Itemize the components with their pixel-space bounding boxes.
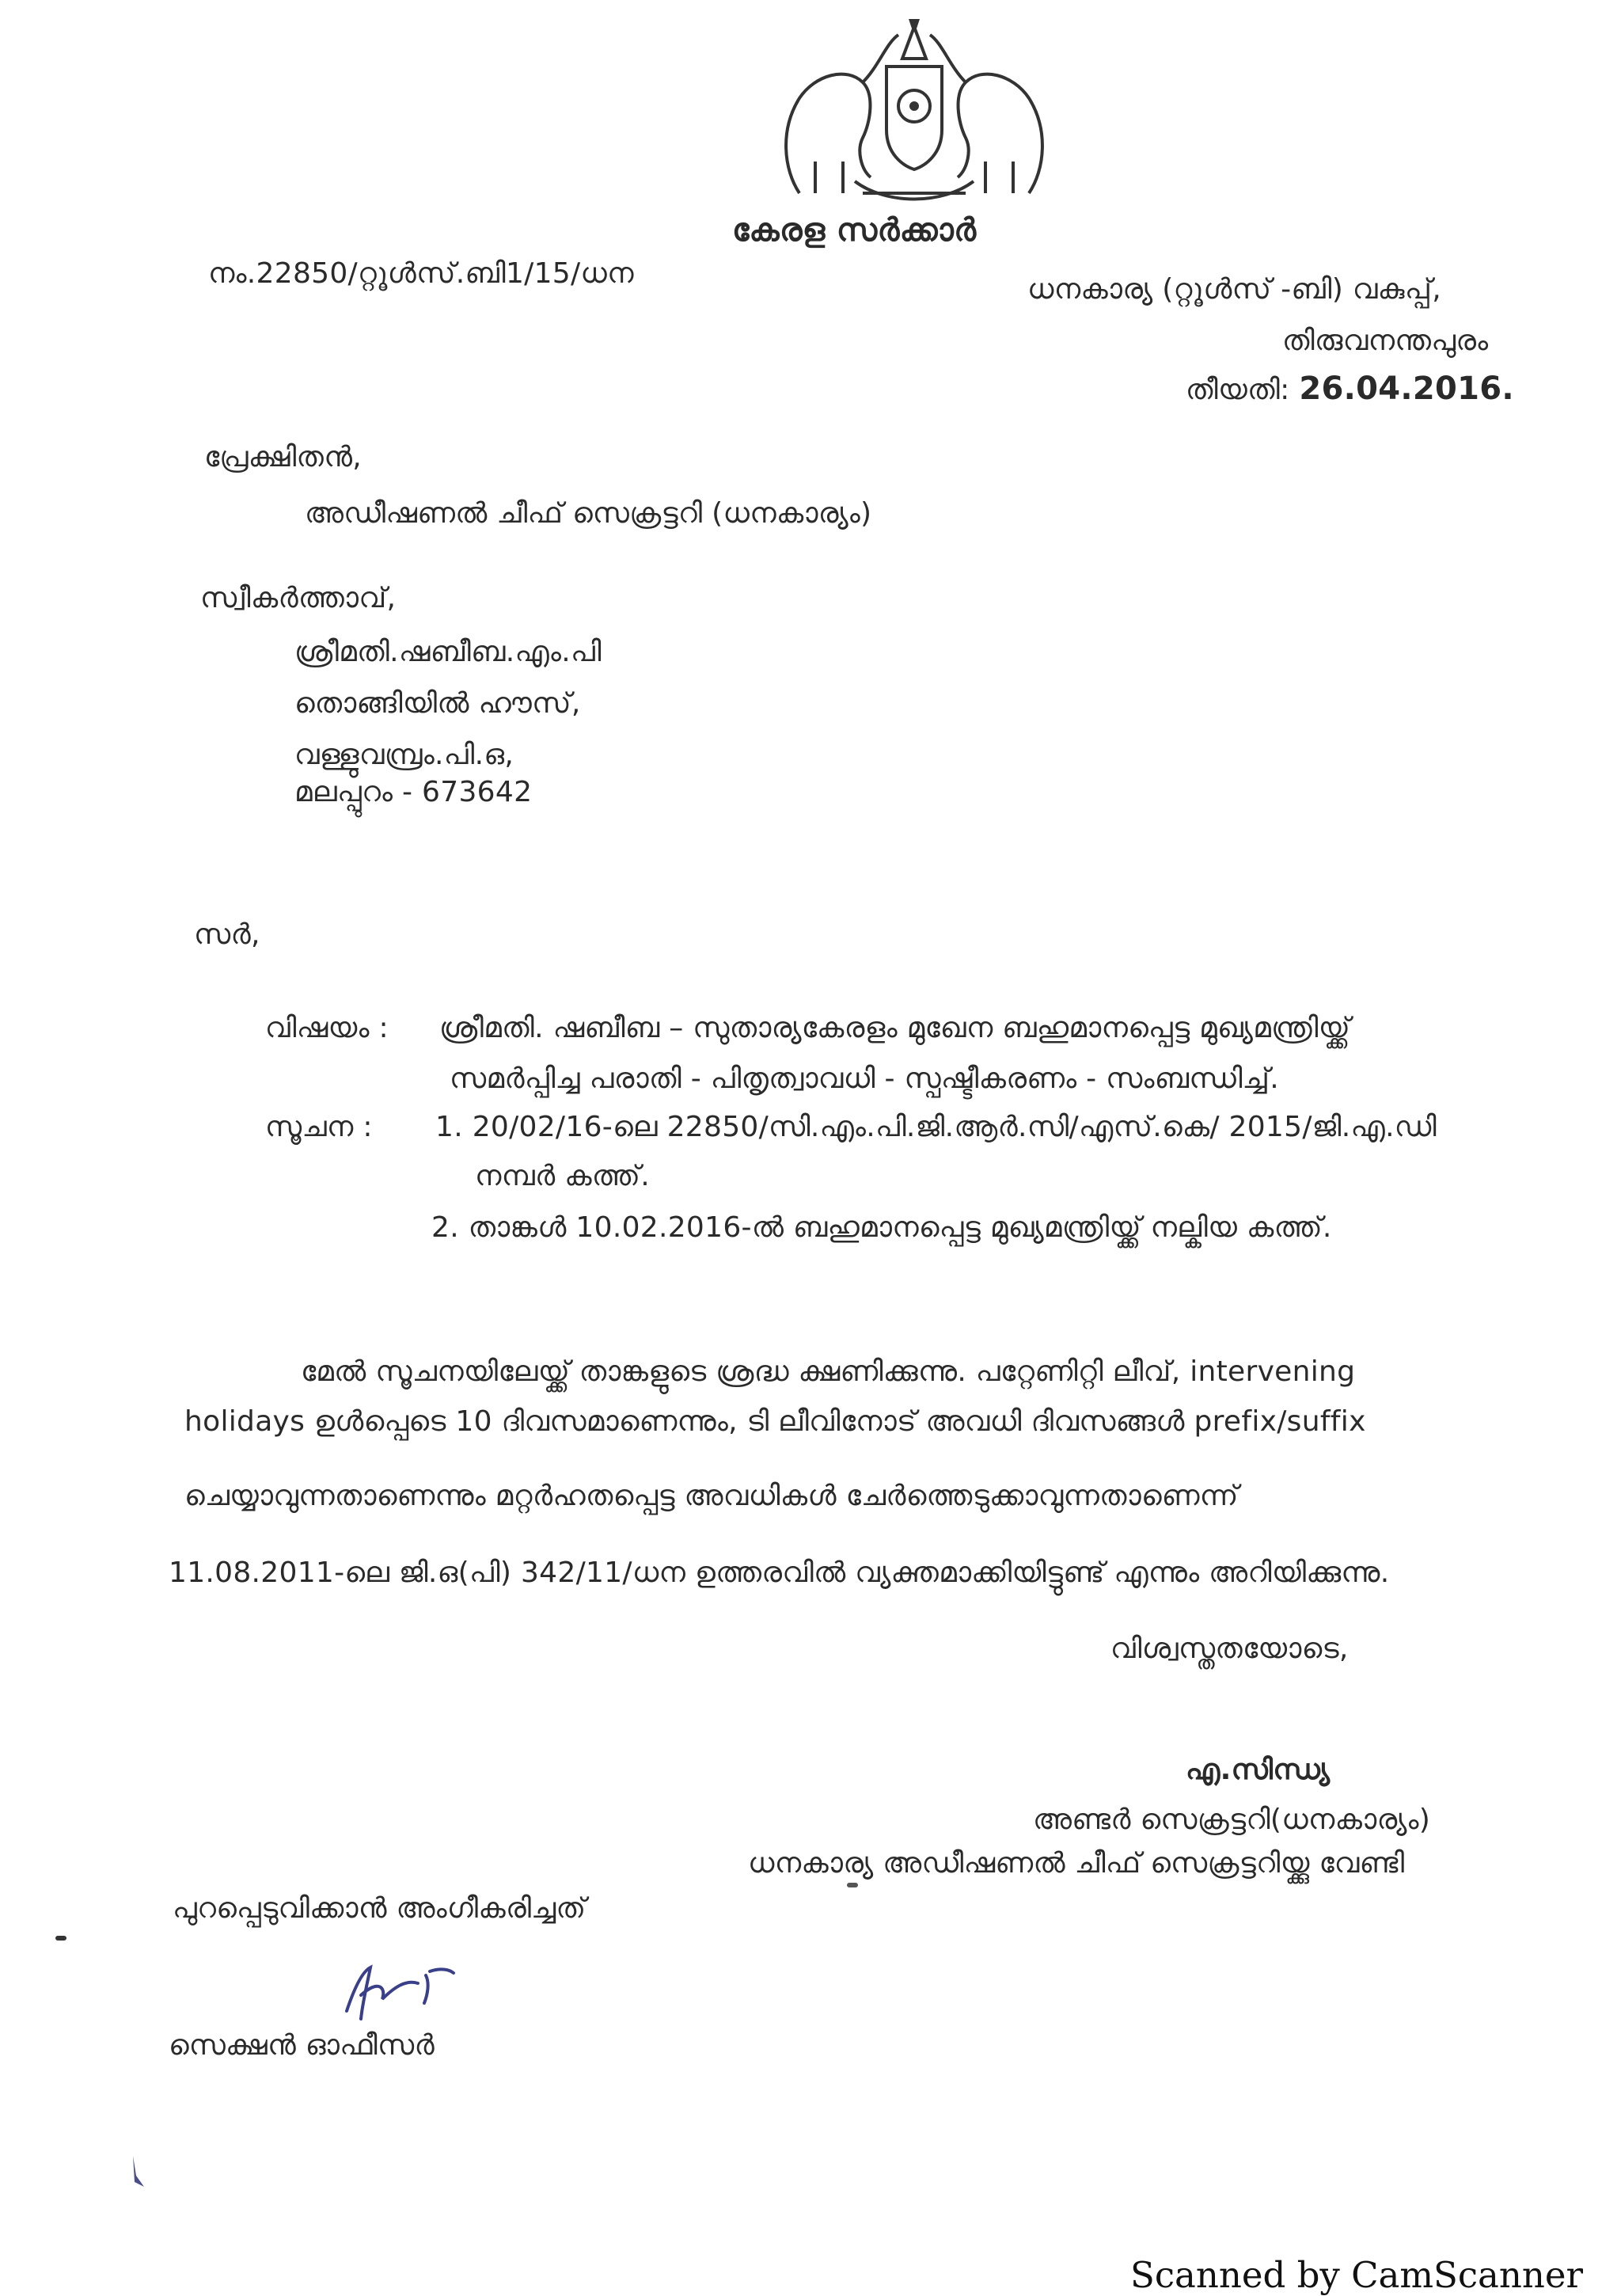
approval-text: പുറപ്പെടുവിക്കാൻ അംഗീകരിച്ചത് <box>173 1892 587 1925</box>
signatory-designation: അണ്ടർ സെക്രട്ടറി(ധനകാര്യം) <box>1033 1804 1431 1836</box>
signatory-name: എ.സിന്ധ്യ <box>1186 1754 1331 1786</box>
reference-item: 2. താങ്കൾ 10.02.2016-ൽ ബഹുമാനപ്പെട്ട മുഖ്യമന്ത്രിയ്ക്ക് നല്കിയ കത്ത്. <box>431 1211 1332 1244</box>
sender-name: അഡീഷണൽ ചീഫ് സെക്രട്ടറി (ധനകാര്യം) <box>305 497 872 530</box>
salutation: സർ, <box>194 918 260 951</box>
date-line <box>1186 371 1514 407</box>
subject-line: സമർപ്പിച്ച പരാതി - പിതൃത്വാവധി - സ്പഷ്ടീകരണം - സംബന്ധിച്ച്. <box>450 1062 1279 1095</box>
date-label: തീയതി: <box>1186 374 1290 406</box>
recipient-line: തൊങ്ങിയിൽ ഹൗസ്, <box>294 687 581 720</box>
scan-speck <box>55 1936 66 1941</box>
reference-item: നമ്പർ കത്ത്. <box>475 1160 650 1192</box>
scan-speck <box>847 1883 858 1887</box>
department-name: ധനകാര്യ (റ്റൂൾസ് -ബി) വകുപ്പ്, <box>1027 273 1441 306</box>
section-officer-label: സെക്ഷൻ ഓഫീസർ <box>169 2029 435 2062</box>
body-line: മേൽ സൂചനയിലേയ്ക്ക് താങ്കളുടെ ശ്രദ്ധ ക്ഷണിക്കുന്നു. പറ്റേണിറ്റി ലീവ്, intervening <box>301 1355 1356 1388</box>
recipient-line: ശ്രീമതി.ഷബീബ.എം.പി <box>294 636 602 668</box>
on-behalf-line: ധനകാര്യ അഡീഷണൽ ചീഫ് സെക്രട്ടറിയ്ക്കു വേണ്ടി <box>748 1847 1405 1880</box>
recipient-line: വള്ളുവമ്പ്രം.പി.ഒ, <box>294 739 514 771</box>
camscanner-watermark: Scanned by CamScanner <box>1130 2254 1583 2296</box>
body-line: holidays ഉൾപ്പെടെ 10 ദിവസമാണെന്നും, ടി ലീവിനോട് അവധി ദിവസങ്ങൾ prefix/suffix <box>184 1405 1366 1438</box>
subject-line: ശ്രീമതി. ഷബീബ – സുതാര്യകേരളം മുഖേന ബഹുമാനപ്പെട്ട മുഖ്യമന്ത്രിയ്ക്ക് <box>439 1012 1351 1044</box>
body-line: 11.08.2011-ലെ ജി.ഒ(പി) 342/11/ധന ഉത്തരവിൽ വ്യക്തമാക്കിയിട്ടുണ്ട് എന്നും അറിയിക്കുന്നു. <box>169 1557 1390 1589</box>
body-line: ചെയ്യാവുന്നതാണെന്നും മറ്റർഹതപ്പെട്ട അവധികൾ ചേർത്തെടുക്കാവുന്നതാണെന്ന് <box>184 1480 1239 1512</box>
recipient-label: സ്വീകർത്താവ്, <box>200 582 397 614</box>
closing-phrase: വിശ്വസ്തതയോടെ, <box>1110 1633 1349 1665</box>
handwritten-signature <box>331 1956 457 2027</box>
date-value: 26.04.2016. <box>1299 371 1514 407</box>
place-name: തിരുവനന്തപുരം <box>1282 325 1489 357</box>
subject-label: വിഷയം : <box>265 1012 389 1044</box>
reference-label: സൂചന : <box>265 1111 373 1143</box>
recipient-line: മലപ്പുറം - 673642 <box>294 776 533 808</box>
reference-number: നം.22850/റ്റൂൾസ്.ബി1/15/ധന <box>208 257 634 290</box>
reference-item: 1. 20/02/16-ലെ 22850/സി.എം.പി.ജി.ആർ.സി/എസ്.കെ/ 2015/ജി.എ.ഡി <box>435 1111 1437 1143</box>
scan-speck <box>125 2152 149 2191</box>
government-title: കേരള സർക്കാർ <box>732 212 977 249</box>
kerala-state-emblem <box>768 11 1061 209</box>
sender-label: പ്രേക്ഷിതൻ, <box>204 441 363 473</box>
